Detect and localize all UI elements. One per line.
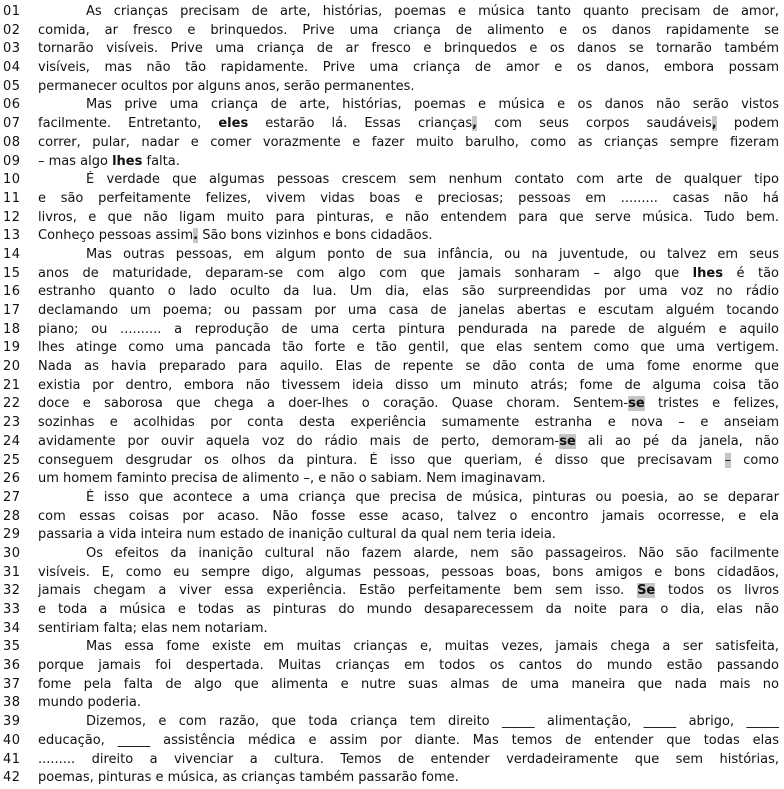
line-number: 18 [3,321,21,337]
text-segment: mundo poderia. [38,695,141,711]
text-line [0,769,779,788]
line-text [38,545,779,564]
line-number: 08 [3,134,21,150]
text-segment: Conheço pessoas assim [38,228,194,244]
line-text [38,22,779,41]
line-text [38,283,779,302]
text-line [0,40,779,59]
text-segment: fome pela falta de algo que alimenta e nutre suas almas de uma maneira que nada mais no [38,676,779,692]
line-text [38,395,779,414]
text-segment: lhes atinge como uma pancada tão forte e tão gentil, que elas sentem como que uma vertigem. [38,340,779,356]
text-line [0,489,779,508]
line-text [38,78,779,97]
line-number: 19 [3,340,21,356]
text-line [0,209,779,228]
line-number: 23 [3,415,21,431]
highlighted-text: – [724,452,732,468]
line-number: 16 [3,284,21,300]
line-number: 25 [3,452,21,468]
line-text [38,321,779,340]
text-line [0,452,779,471]
text-segment: correr, pular, nadar e comer vorazmente e fazer muito barulho, como as crianças sempre fizeram [38,134,779,150]
line-text [38,526,779,545]
line-number: 09 [3,153,21,169]
line-text [38,751,779,770]
line-text [38,115,779,134]
bold-text: lhes [112,153,143,169]
text-segment: estranho quanto o lado oculto da lua. Um dia, elas são surpreendidas por uma voz no rádio [38,284,779,300]
line-number: 26 [3,471,21,487]
text-segment: estarão lá. Essas crianças [248,116,473,132]
line-text [38,676,779,695]
text-line [0,321,779,340]
line-number: 28 [3,508,21,524]
text-segment: São bons vizinhos e bons cidadãos. [198,228,433,244]
text-segment: e toda a música e todas as pinturas do mundo desaparecessem da noite para o dia, elas não [38,602,779,617]
text-line [0,638,779,657]
text-segment: visíveis. E, como eu sempre digo, algumas pessoas, pessoas boas, bons amigos e bons cidadãos, [38,564,779,580]
text-segment: declamando um poema; ou passam por uma casa de janelas abertas e escutam alguém tocando [38,303,779,318]
text-line [0,134,779,153]
line-number: 39 [3,714,21,730]
text-segment: é tão [722,265,779,281]
line-number: 02 [3,22,21,38]
highlighted-text: Se [637,583,656,599]
line-number: 36 [3,658,21,674]
text-segment: permanecer ocultos por alguns anos, serão permanentes. [38,78,415,94]
text-line [0,601,779,620]
line-number: 17 [3,303,21,318]
text-segment: avidamente por ouvir aquela voz do rádio mais de perto, demoram- [38,433,560,449]
line-text [38,638,779,657]
line-text [38,694,779,713]
line-number: 38 [3,695,21,711]
text-line [0,227,779,246]
text-segment: todos os livros [655,583,779,599]
text-segment: ......... direito a vivenciar a cultura. Temos de entender verdadeiramente que sem histórias, [38,751,779,767]
line-number: 20 [3,359,21,375]
text-line [0,22,779,41]
line-text [38,564,779,583]
line-text [38,227,779,246]
line-number: 22 [3,396,21,412]
text-segment: Mas essa fome existe em muitas crianças e, muitas vezes, jamais chega a ser satisfeita, [86,639,779,655]
text-segment: sozinhas e acolhidas por conta desta experiência sumamente estranha e nova – e anseiam [38,415,779,431]
line-number: 32 [3,583,21,599]
text-line [0,526,779,545]
text-line [0,564,779,583]
text-segment: anos de maturidade, deparam-se com algo com que jamais sonharam – algo que [38,265,693,281]
text-segment: comida, ar fresco e brinquedos. Prive uma criança de alimento e os danos rapidamente se [38,22,779,38]
text-line [0,190,779,209]
bold-text: eles [218,116,249,132]
text-segment: doce e saborosa que chega a doer-lhes o coração. Quase choram. Sentem- [38,396,629,412]
text-line [0,620,779,639]
line-text [38,433,779,452]
line-number: 05 [3,78,21,94]
text-segment: piano; ou .......... a reprodução de uma certa pintura pendurada na parede de alguém e aquilo [38,321,779,337]
line-number: 42 [3,770,21,786]
line-text [38,59,779,78]
text-line [0,153,779,172]
text-segment: podem [716,116,779,132]
text-line [0,59,779,78]
text-line [0,395,779,414]
line-text [38,40,779,59]
text-segment: facilmente. Entretanto, [38,116,219,132]
line-number: 29 [3,527,21,543]
line-number: 41 [3,751,21,767]
highlighted-text: se [628,396,645,412]
line-text [38,153,779,172]
text-segment: passaria a vida inteira num estado de inanição cultural da qual nem teria ideia. [38,527,556,543]
text-line [0,3,779,22]
text-segment: visíveis, mas não tão rapidamente. Prive uma criança de amor e os danos, embora possam [38,60,779,76]
text-line [0,732,779,751]
line-number: 40 [3,732,21,748]
line-text [38,96,779,115]
line-text [38,171,779,190]
text-segment: existia por dentro, embora não tivessem ideia disso um minuto atrás; fome de alguma coisa tão [38,377,779,393]
line-text [38,3,779,22]
highlighted-text: , [711,116,717,132]
text-segment: jamais chegam a viver essa experiência. Estão perfeitamente bem sem isso. [38,583,638,599]
text-segment: As crianças precisam de arte, histórias, poemas e música tanto quanto precisam de amor, [86,4,779,19]
text-line [0,508,779,527]
line-text [38,302,779,321]
text-line [0,657,779,676]
highlighted-text: , [472,116,478,132]
line-number: 34 [3,620,21,636]
text-segment: um homem faminto precisa de alimento –, e não o sabiam. Nem imaginavam. [38,471,546,487]
highlighted-text: se [559,433,576,449]
text-line [0,414,779,433]
line-number: 10 [3,172,21,188]
text-line [0,339,779,358]
text-line [0,694,779,713]
line-number: 33 [3,602,21,617]
line-text [38,489,779,508]
text-segment: educação, _____ assistência médica e assim por diante. Mas temos de entender que todas elas [38,732,779,748]
text-line [0,265,779,284]
text-line [0,358,779,377]
line-text [38,246,779,265]
text-segment: Mas outras pessoas, em algum ponto de sua infância, ou na juventude, ou talvez em seus [86,246,779,262]
text-segment: sentiriam falta; elas nem notariam. [38,620,268,636]
line-text [38,620,779,639]
line-text [38,134,779,153]
line-text [38,601,779,620]
line-number: 06 [3,97,21,113]
text-segment: livros, e que não ligam muito para pinturas, e não entendem para que serve música. Tudo bem. [38,209,779,225]
line-number: 03 [3,41,21,57]
text-segment: com seus corpos saudáveis [477,116,712,132]
line-number: 07 [3,116,21,132]
text-segment: Nada as havia preparado para aquilo. Elas de repente se dão conta de uma fome enorme que [38,359,779,375]
text-line [0,171,779,190]
text-line [0,545,779,564]
line-number: 12 [3,209,21,225]
text-line [0,115,779,134]
text-segment: conseguem desgrudar os olhos da pintura. É isso que queriam, é disso que precisavam [38,452,725,468]
line-text [38,732,779,751]
line-text [38,452,779,471]
text-line [0,78,779,97]
line-text [38,657,779,676]
text-segment: tornarão visíveis. Prive uma criança de ar fresco e brinquedos e os danos se tornarão também [38,41,779,57]
line-number: 14 [3,246,21,262]
line-number: 31 [3,564,21,580]
text-line [0,470,779,489]
line-number: 11 [3,190,21,206]
line-text [38,769,779,788]
line-text [38,414,779,433]
line-text [38,470,779,489]
line-text [38,190,779,209]
text-segment: É isso que acontece a uma criança que precisa de música, pinturas ou poesia, ao se deparar [86,489,779,505]
text-segment: Os efeitos da inanição cultural não fazem alarde, nem são passageiros. Não são facilmente [86,545,779,561]
line-text [38,339,779,358]
text-segment: falta. [142,153,180,169]
text-segment: Dizemos, e com razão, que toda criança tem direito _____ alimentação, _____ abrigo, _____ [86,714,779,730]
line-text [38,582,779,601]
line-text [38,358,779,377]
line-text [38,508,779,527]
text-segment: como [731,452,779,468]
text-line [0,96,779,115]
text-segment: tristes e felizes, [644,396,779,412]
line-number: 13 [3,228,21,244]
text-segment: É verdade que algumas pessoas crescem sem nenhum contato com arte de qualquer tipo [86,172,779,188]
text-segment: com essas coisas por acaso. Não fosse esse acaso, talvez o encontro jamais ocorresse, e ela [38,508,779,524]
text-segment: ali ao pé da janela, não [575,433,779,449]
line-number: 04 [3,60,21,76]
line-number: 27 [3,489,21,505]
text-line [0,377,779,396]
text-segment: e são perfeitamente felizes, vivem vidas boas e preciosas; pessoas em ......... casas não há [38,190,779,206]
bold-text: lhes [692,265,723,281]
text-line [0,751,779,770]
text-line [0,582,779,601]
text-segment: – mas algo [38,153,113,169]
line-text [38,209,779,228]
line-text [38,713,779,732]
text-line [0,246,779,265]
line-number: 21 [3,377,21,393]
text-line [0,676,779,695]
text-line [0,302,779,321]
line-number: 35 [3,639,21,655]
line-number: 15 [3,265,21,281]
line-number: 24 [3,433,21,449]
line-number: 37 [3,676,21,692]
line-text [38,377,779,396]
text-line [0,713,779,732]
highlighted-text: . [193,228,199,244]
line-number: 30 [3,545,21,561]
text-segment: porque jamais foi despertada. Muitas crianças em todos os cantos do mundo estão passando [38,658,779,674]
text-line [0,283,779,302]
line-number: 01 [3,4,21,19]
text-segment: Mas prive uma criança de arte, histórias, poemas e música e os danos não serão vistos [86,97,779,113]
text-segment: poemas, pinturas e música, as crianças também passarão fome. [38,770,459,786]
text-line [0,433,779,452]
line-text [38,265,779,284]
